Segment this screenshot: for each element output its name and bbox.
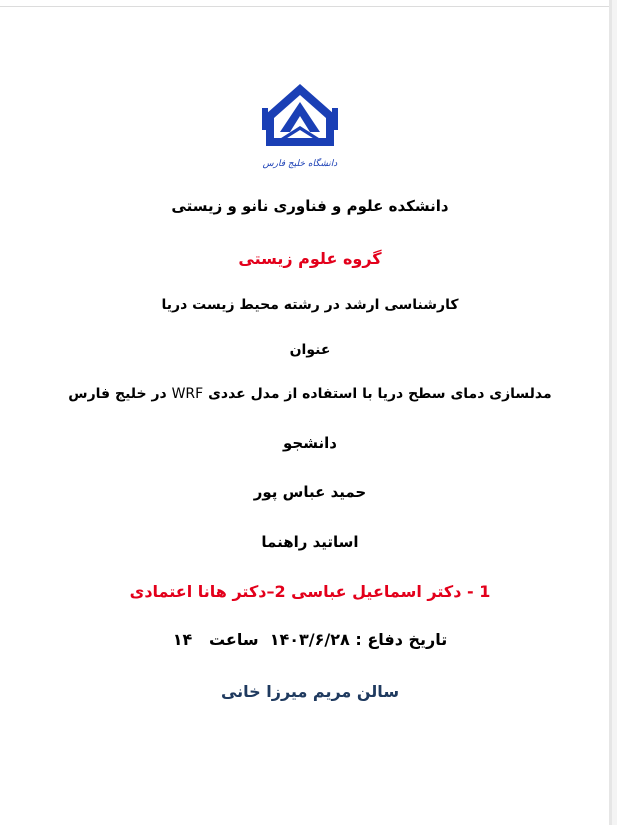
defense-date-label: تاریخ دفاع : bbox=[355, 630, 448, 649]
logo-caption: دانشگاه خلیج فارس bbox=[262, 159, 338, 169]
thesis-title-model: WRF bbox=[171, 386, 204, 402]
title-heading: عنوان bbox=[289, 342, 331, 358]
supervisors-list: 1 - دکتر اسماعیل عباسی 2–دکتر هانا اعتمادی bbox=[129, 582, 491, 601]
thesis-title-part-1: مدلسازی دمای سطح دریا با استفاده از مدل عددی bbox=[208, 386, 552, 402]
page-scroll-gutter bbox=[612, 0, 617, 825]
supervisors-heading: اساتید راهنما bbox=[261, 533, 359, 551]
page-top-border bbox=[0, 6, 609, 7]
student-heading: دانشجو bbox=[283, 434, 337, 452]
department-name: گروه علوم زیستی bbox=[238, 249, 382, 268]
thesis-title bbox=[40, 386, 580, 402]
defense-venue: سالن مریم میرزا خانی bbox=[220, 682, 400, 701]
defense-time: ۱۴ bbox=[172, 630, 193, 649]
defense-date: ۱۴۰۳/۶/۲۸ bbox=[269, 630, 350, 649]
defense-time-label: ساعت bbox=[208, 630, 259, 649]
degree-field: کارشناسی ارشد در رشته محیط زیست دریا bbox=[161, 297, 459, 313]
faculty-name: دانشکده علوم و فناوری نانو و زیستی bbox=[171, 197, 449, 215]
thesis-title-part-2: در خلیج فارس bbox=[68, 386, 167, 402]
defense-info bbox=[40, 630, 580, 649]
university-logo-icon bbox=[258, 82, 342, 174]
student-name: حمید عباس پور bbox=[253, 483, 367, 501]
